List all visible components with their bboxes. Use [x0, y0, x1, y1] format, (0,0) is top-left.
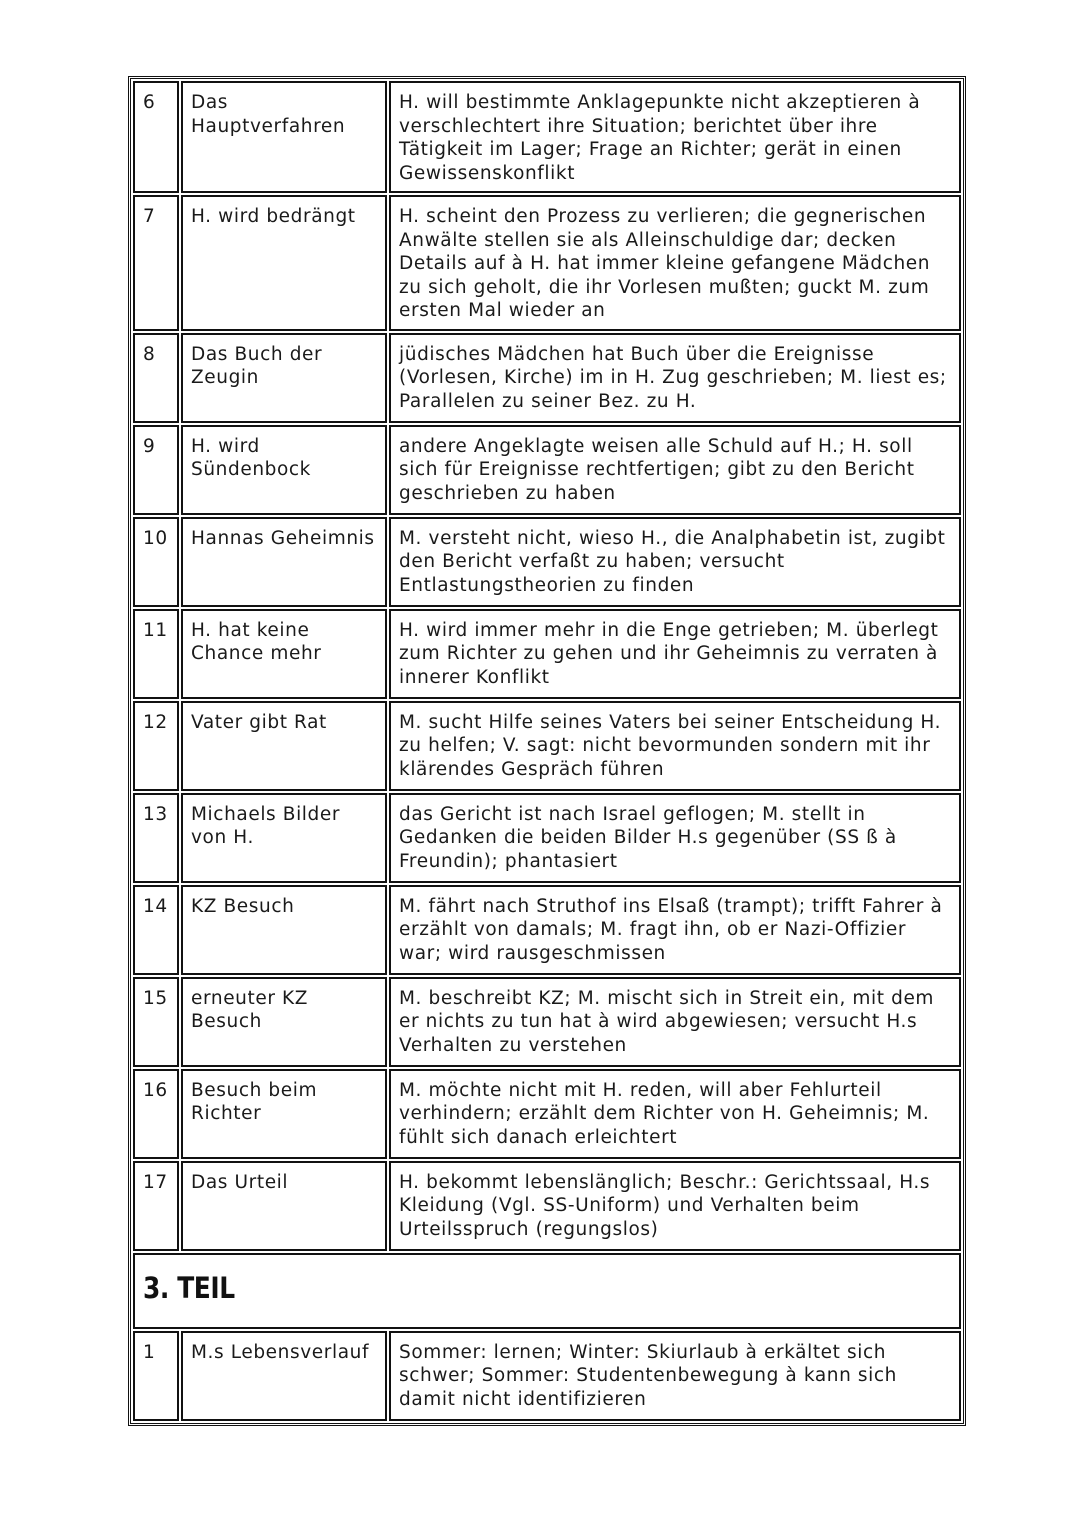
chapter-summary: H. will bestimmte Anklagepunkte nicht akzeptieren à verschlechtert ihre Situation; berichtet über ihre Tätigkeit im Lager; Frage an Richter; gerät in einen Gewissenskonflikt [389, 81, 961, 193]
table-row [133, 977, 961, 1067]
chapter-title: erneuter KZ Besuch [181, 977, 387, 1067]
chapter-number: 16 [133, 1069, 179, 1159]
chapter-number: 1 [133, 1331, 179, 1421]
chapter-title: M.s Lebensverlauf [181, 1331, 387, 1421]
chapter-summary: M. beschreibt KZ; M. mischt sich in Streit ein, mit dem er nichts zu tun hat à wird abgewiesen; versucht H.s Verhalten zu verstehen [389, 977, 961, 1067]
chapter-title: Besuch beim Richter [181, 1069, 387, 1159]
chapter-title: Michaels Bilder von H. [181, 793, 387, 883]
table-row [133, 1331, 961, 1421]
chapter-summary: Sommer: lernen; Winter: Skiurlaub à erkältet sich schwer; Sommer: Studentenbewegung à kann sich damit nicht identifizieren [389, 1331, 961, 1421]
chapter-title: Das Urteil [181, 1161, 387, 1251]
section-heading-cell [133, 1253, 961, 1329]
table-row [133, 1069, 961, 1159]
chapter-number: 13 [133, 793, 179, 883]
chapter-summary-table [131, 79, 963, 1423]
chapter-summary: M. sucht Hilfe seines Vaters bei seiner Entscheidung H. zu helfen; V. sagt: nicht bevormunden sondern mit ihr klärendes Gespräch führen [389, 701, 961, 791]
chapter-number: 8 [133, 333, 179, 423]
chapter-summary: andere Angeklagte weisen alle Schuld auf H.; H. soll sich für Ereignisse rechtfertigen; gibt zu den Bericht geschrieben zu haben [389, 425, 961, 515]
chapter-number: 14 [133, 885, 179, 975]
chapter-number: 12 [133, 701, 179, 791]
chapter-summary: H. bekommt lebenslänglich; Beschr.: Gerichtssaal, H.s Kleidung (Vgl. SS-Uniform) und Verhalten beim Urteilsspruch (regungslos) [389, 1161, 961, 1251]
chapter-title: H. wird Sündenbock [181, 425, 387, 515]
table-row [133, 1161, 961, 1251]
table-row [133, 517, 961, 607]
chapter-number: 15 [133, 977, 179, 1067]
chapter-number: 7 [133, 195, 179, 331]
table-row [133, 425, 961, 515]
table-row [133, 333, 961, 423]
chapter-title: Das Buch der Zeugin [181, 333, 387, 423]
chapter-title: Hannas Geheimnis [181, 517, 387, 607]
chapter-number: 9 [133, 425, 179, 515]
chapter-title: Vater gibt Rat [181, 701, 387, 791]
chapter-number: 10 [133, 517, 179, 607]
chapter-summary: M. fährt nach Struthof ins Elsaß (trampt); trifft Fahrer à erzählt von damals; M. fragt ihn, ob er Nazi-Offizier war; wird rausgeschmissen [389, 885, 961, 975]
table-row [133, 609, 961, 699]
table-row [133, 885, 961, 975]
chapter-summary: M. versteht nicht, wieso H., die Analphabetin ist, zugibt den Bericht verfaßt zu haben; versucht Entlastungstheorien zu finden [389, 517, 961, 607]
chapter-summary: H. scheint den Prozess zu verlieren; die gegnerischen Anwälte stellen sie als Alleinschuldige dar; decken Details auf à H. hat immer kleine gefangene Mädchen zu sich geholt, die ihr Vorlesen mußten; guckt M. zum ersten Mal wieder an [389, 195, 961, 331]
chapter-number: 17 [133, 1161, 179, 1251]
part3-rows [133, 1331, 961, 1421]
summary-table-frame [128, 76, 966, 1426]
chapter-summary: das Gericht ist nach Israel geflogen; M. stellt in Gedanken die beiden Bilder H.s gegenüber (SS ß à Freundin); phantasiert [389, 793, 961, 883]
chapter-summary: jüdisches Mädchen hat Buch über die Ereignisse (Vorlesen, Kirche) im in H. Zug geschrieben; M. liest es; Parallelen zu seiner Bez. zu H. [389, 333, 961, 423]
chapter-title: KZ Besuch [181, 885, 387, 975]
chapter-title: H. wird bedrängt [181, 195, 387, 331]
chapter-number: 6 [133, 81, 179, 193]
section-heading-group [133, 1253, 961, 1329]
table-row [133, 701, 961, 791]
chapter-number: 11 [133, 609, 179, 699]
table-row [133, 195, 961, 331]
part2-rows [133, 81, 961, 1251]
chapter-summary: H. wird immer mehr in die Enge getrieben; M. überlegt zum Richter zu gehen und ihr Geheimnis zu verraten à innerer Konflikt [389, 609, 961, 699]
table-row [133, 81, 961, 193]
section-heading: 3. TEIL [143, 1270, 235, 1305]
chapter-summary: M. möchte nicht mit H. reden, will aber Fehlurteil verhindern; erzählt dem Richter von H. Geheimnis; M. fühlt sich danach erleichtert [389, 1069, 961, 1159]
chapter-title: Das Hauptverfahren [181, 81, 387, 193]
section-heading-row [133, 1253, 961, 1329]
chapter-title: H. hat keine Chance mehr [181, 609, 387, 699]
table-row [133, 793, 961, 883]
